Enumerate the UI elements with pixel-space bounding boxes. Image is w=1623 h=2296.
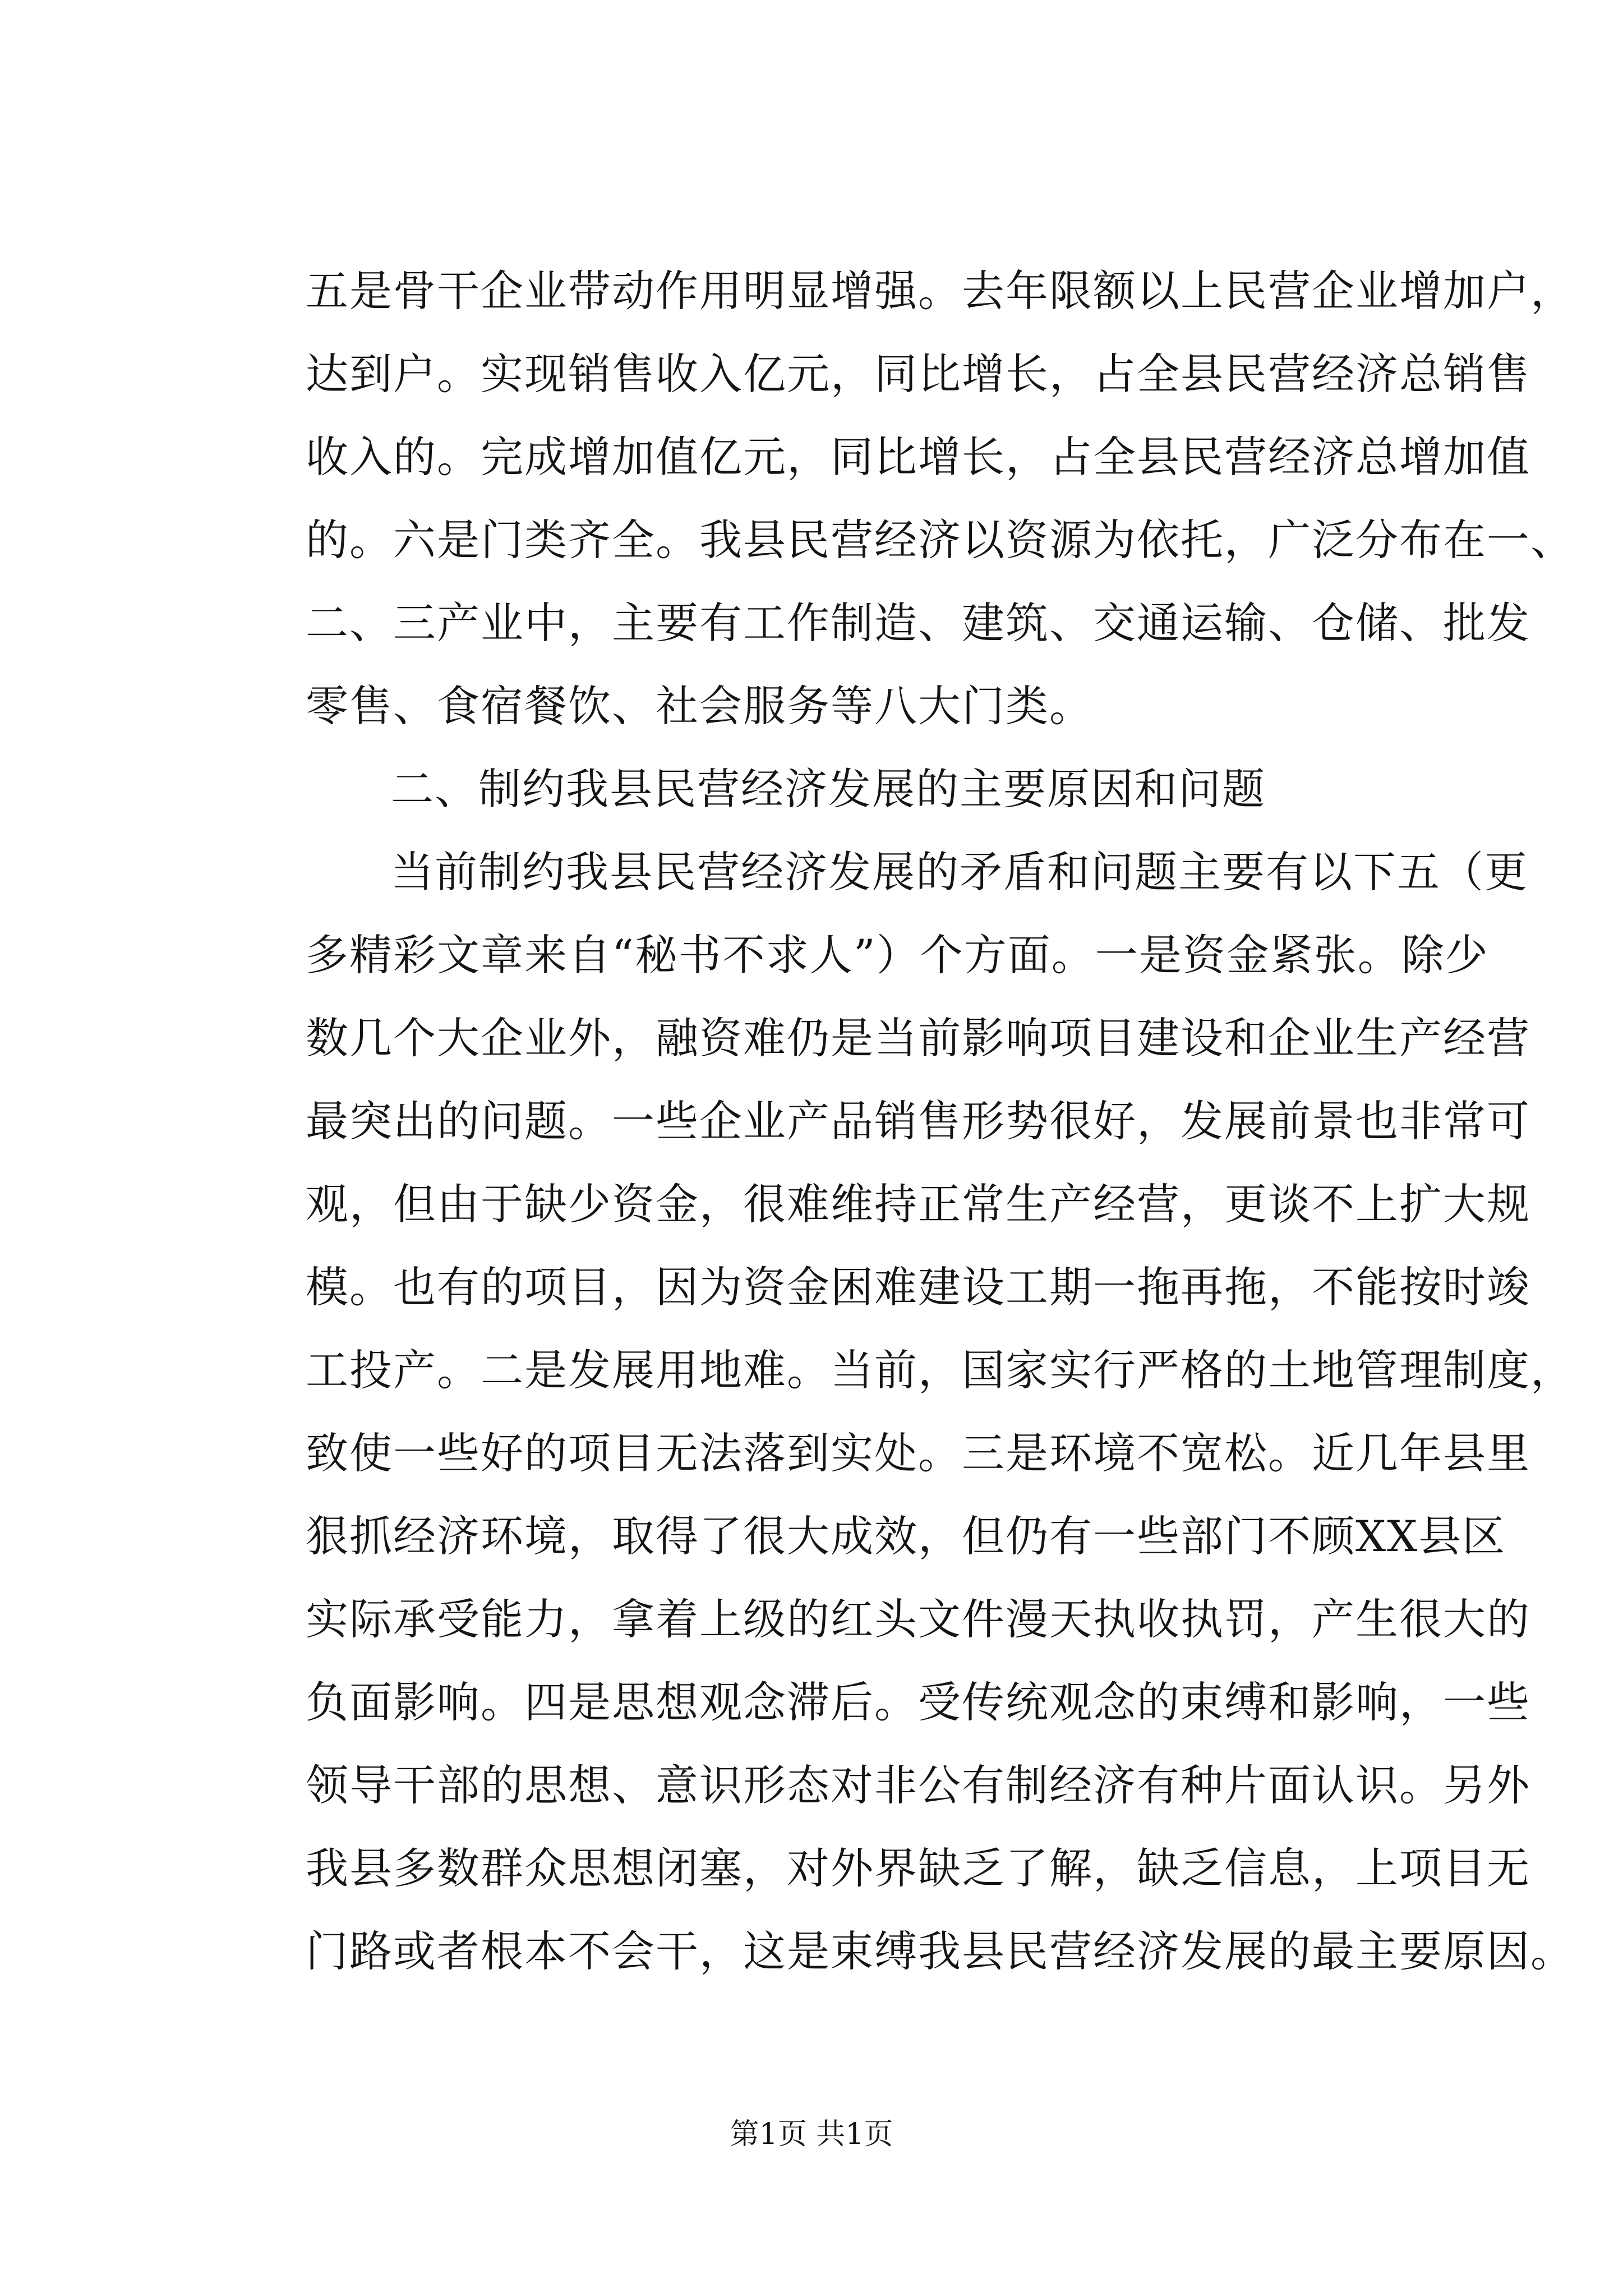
text-line-2: 达到户。实现销售收入亿元，同比增长，占全县民营经济总销售 (306, 349, 1530, 399)
text-line-3: 收入的。完成增加值亿元，同比增长，占全县民营经济总增加值 (306, 432, 1530, 482)
text-line-12: 观，但由于缺少资金，很难维持正常生产经营，更谈不上扩大规 (306, 1179, 1530, 1229)
document-body (306, 250, 1574, 1993)
text-line-5: 二、三产业中，主要有工作制造、建筑、交通运输、仓储、批发 (306, 598, 1530, 648)
text-line-11: 最突出的问题。一些企业产品销售形势很好，发展前景也非常可 (306, 1096, 1530, 1146)
text-line-10: 数几个大企业外，融资难仍是当前影响项目建设和企业生产经营 (306, 1013, 1530, 1063)
page-footer: 第1页 共1页 (730, 2118, 893, 2151)
text-line-19: 领导干部的思想、意识形态对非公有制经济有种片面认识。另外 (306, 1760, 1530, 1810)
text-line-15: 致使一些好的项目无法落到实处。三是环境不宽松。近几年县里 (306, 1428, 1530, 1478)
text-line-17: 实际承受能力，拿着上级的红头文件漫天执收执罚，产生很大的 (306, 1594, 1530, 1644)
text-line-21: 门路或者根本不会干，这是束缚我县民营经济发展的最主要原因。 (306, 1926, 1574, 1976)
text-line-14: 工投产。二是发展用地难。当前，国家实行严格的土地管理制度， (306, 1345, 1574, 1395)
text-line-20: 我县多数群众思想闭塞，对外界缺乏了解，缺乏信息，上项目无 (306, 1843, 1530, 1893)
text-line-13: 模。也有的项目，因为资金困难建设工期一拖再拖，不能按时竣 (306, 1262, 1530, 1312)
text-line-16: 狠抓经济环境，取得了很大成效，但仍有一些部门不顾XX县区 (306, 1511, 1506, 1561)
text-line-18: 负面影响。四是思想观念滞后。受传统观念的束缚和影响，一些 (306, 1677, 1530, 1727)
text-line-6: 零售、食宿餐饮、社会服务等八大门类。 (306, 681, 1093, 731)
text-line-9: 多精彩文章来自“秘书不求人”）个方面。一是资金紧张。除少 (306, 930, 1489, 980)
text-line-1: 五是骨干企业带动作用明显增强。去年限额以上民营企业增加户， (306, 266, 1574, 316)
text-line-8: 当前制约我县民营经济发展的矛盾和问题主要有以下五（更 (391, 847, 1528, 897)
section-heading: 二、制约我县民营经济发展的主要原因和问题 (391, 764, 1266, 814)
text-line-4: 的。六是门类齐全。我县民营经济以资源为依托，广泛分布在一、 (306, 515, 1574, 565)
